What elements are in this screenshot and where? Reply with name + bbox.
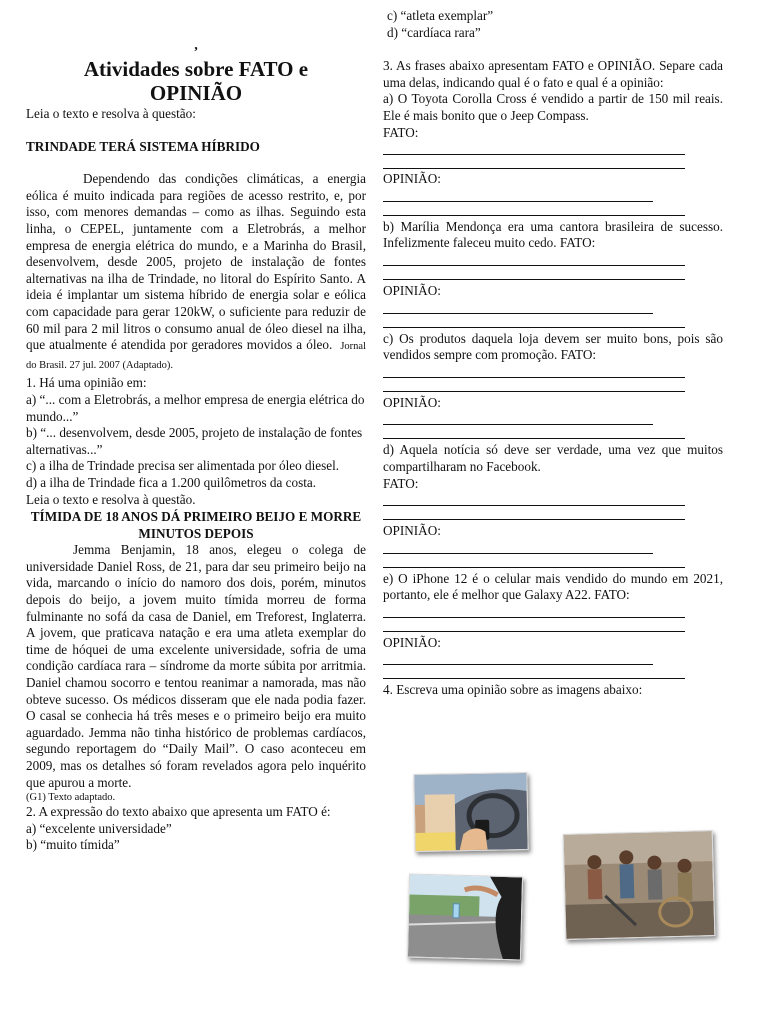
question-3-item-b: b) Marília Mendonça era uma cantora brasileira de sucesso. Infelizmente faleceu muito cedo. FATO: — [383, 218, 723, 251]
item-c-fato-line-1[interactable] — [383, 364, 685, 378]
photo-littering-from-car — [407, 874, 523, 961]
question-1-option-d: d) a ilha de Trindade fica a 1.200 quilômetros da costa. — [26, 474, 317, 490]
item-c-opiniao-line-1[interactable] — [383, 411, 653, 425]
question-2: 2. A expressão do texto abaixo que apresenta um FATO é: — [26, 804, 331, 820]
question-3-item-c: c) Os produtos daquela loja devem ser muito bons, pois são vendidos sempre com promoção. FATO: — [383, 330, 723, 363]
item-a-opiniao-line-1[interactable] — [383, 188, 653, 202]
article-2: Jemma Benjamin, 18 anos, elegeu o colega de universidade Daniel Ross, de 21, para dar seu primeiro beijo na vida, marcando o início do namoro dos dois, porém, minutos depois do beijo, a jovem muito tímida morreu de forma fulminante no sofá da casa de Daniel, em Treforest, Inglaterra. A jovem, que praticava natação e era uma atleta exemplar do time de hóquei de uma excelente universidade, sofria de uma condição cardíaca rara – síndrome da morte súbita por arritmia. Daniel chamou socorro e tentou reanimar a namorada, mas não obteve sucesso. Os médicos disseram que ele nada podia fazer. O casal se conhecia há três meses e o primeiro beijo era muito aguardado. Jemma não tinha histórico de problemas cardíacos, segundo reportagem do “Daily Mail”. O caso aconteceu em 2009, mas os detalhes só foram revelados agora pelo inquérito que apurou a morte. — [26, 542, 366, 790]
item-c-opiniao-line-2[interactable] — [383, 425, 685, 439]
question-1-option-b: b) “... desenvolvem, desde 2005, projeto de instalação de fontes alternativas...” — [26, 425, 363, 457]
article-2-source: (G1) Texto adaptado. — [26, 792, 116, 804]
item-b-fato-line-2[interactable] — [383, 266, 685, 280]
item-a-fato-line-1[interactable] — [383, 141, 685, 155]
item-c-opiniao-label: OPINIÃO: — [383, 394, 441, 410]
phone-driving-illustration — [414, 773, 527, 851]
question-1-option-c: c) a ilha de Trindade precisa ser alimentada por óleo diesel. — [26, 458, 340, 474]
item-d-fato-label: FATO: — [383, 475, 419, 491]
item-d-opiniao-line-2[interactable] — [383, 554, 685, 568]
item-e-opiniao-line-1[interactable] — [383, 651, 653, 665]
item-d-fato-line-2[interactable] — [383, 506, 685, 520]
item-d-fato-line-1[interactable] — [383, 492, 685, 506]
question-3-item-e: e) O iPhone 12 é o celular mais vendido do mundo em 2021, portanto, ele é melhor que Galaxy A22. FATO: — [383, 570, 723, 603]
item-b-opiniao-label: OPINIÃO: — [383, 282, 441, 298]
item-b-opiniao-line-2[interactable] — [383, 314, 685, 328]
page-title-line1: Atividades sobre FATO e — [83, 57, 309, 81]
question-2-option-b: b) “muito tímida” — [26, 837, 120, 853]
item-b-opiniao-line-1[interactable] — [383, 300, 653, 314]
page-title-line2: OPINIÃO — [149, 81, 243, 105]
item-a-opiniao-line-2[interactable] — [383, 202, 685, 216]
question-3-item-a: a) O Toyota Corolla Cross é vendido a partir de 150 mil reais. Ele é mais bonito que o Jeep Compass. — [383, 91, 723, 123]
page-title — [26, 57, 366, 105]
question-2-option-d: d) “cardíaca rara” — [387, 24, 481, 40]
question-4: 4. Escreva uma opinião sobre as imagens abaixo: — [383, 682, 643, 698]
item-e-opiniao-label: OPINIÃO: — [383, 634, 441, 650]
question-3-item-d: d) Aquela notícia só deve ser verdade, uma vez que muitos compartilharam no Facebook. — [383, 442, 723, 474]
item-d-opiniao-line-1[interactable] — [383, 540, 653, 554]
question-1-option-a: a) “... com a Eletrobrás, a melhor empresa de energia elétrica do mundo...” — [26, 391, 365, 424]
intro-text-2: Leia o texto e resolva à questão. — [26, 492, 196, 508]
question-3: 3. As frases abaixo apresentam FATO e OPINIÃO. Separe cada uma delas, indicando qual é o fato e qual é a opinião: — [383, 58, 723, 90]
item-d-opiniao-label: OPINIÃO: — [383, 523, 441, 539]
article-1 — [26, 171, 366, 374]
article-1-source: Jornal do Brasil. 27 jul. 2007 (Adaptado). — [26, 341, 367, 371]
photo-child-labor — [563, 830, 716, 940]
photo-phone-while-driving — [413, 772, 528, 852]
headline-2: TÍMIDA DE 18 ANOS DÁ PRIMEIRO BEIJO E MORRE MINUTOS DEPOIS — [30, 509, 362, 541]
question-1: 1. Há uma opinião em: — [26, 375, 147, 391]
question-2-option-a: a) “excelente universidade” — [26, 820, 172, 836]
item-a-opiniao-label: OPINIÃO: — [383, 171, 441, 187]
item-a-fato-line-2[interactable] — [383, 155, 685, 169]
item-b-fato-line-1[interactable] — [383, 252, 685, 266]
question-2-option-c: c) “atleta exemplar” — [387, 8, 494, 23]
item-c-fato-line-2[interactable] — [383, 378, 685, 392]
item-a-fato-label: FATO: — [383, 124, 419, 140]
right-column — [383, 8, 723, 699]
article-1-body: Dependendo das condições climáticas, a energia eólica é muito indicada para regiões de acesso restrito, e, por isso, com menores demandas – como as ilhas. Seguindo esta linha, o CEPEL, juntamente com a Eletrobrás, a melhor empresa de energia elétrica do mundo, e a Marinha do Brasil, desenvolvem, desde 2005, projeto de instalação de fontes alternativas na ilha de Trindade, no litoral do Espírito Santo. A ideia é implantar um sistema híbrido de energia solar e eólica com capacidade para gerar 120kW, o suficiente para reduzir de 60 mil para 2 mil litros o consumo anual de óleo diesel na ilha, que atualmente é atendida por geradores movidos a óleo. — [26, 171, 366, 353]
intro-text-1: Leia o texto e resolva à questão: — [26, 106, 196, 121]
child-labor-illustration — [564, 831, 715, 939]
headline-1: TRINDADE TERÁ SISTEMA HÍBRIDO — [26, 138, 260, 154]
header-mark: , — [194, 38, 198, 53]
item-e-fato-line-2[interactable] — [383, 618, 685, 632]
item-e-fato-line-1[interactable] — [383, 604, 685, 618]
littering-illustration — [408, 875, 522, 960]
left-column — [26, 0, 366, 854]
item-e-opiniao-line-2[interactable] — [383, 665, 685, 679]
